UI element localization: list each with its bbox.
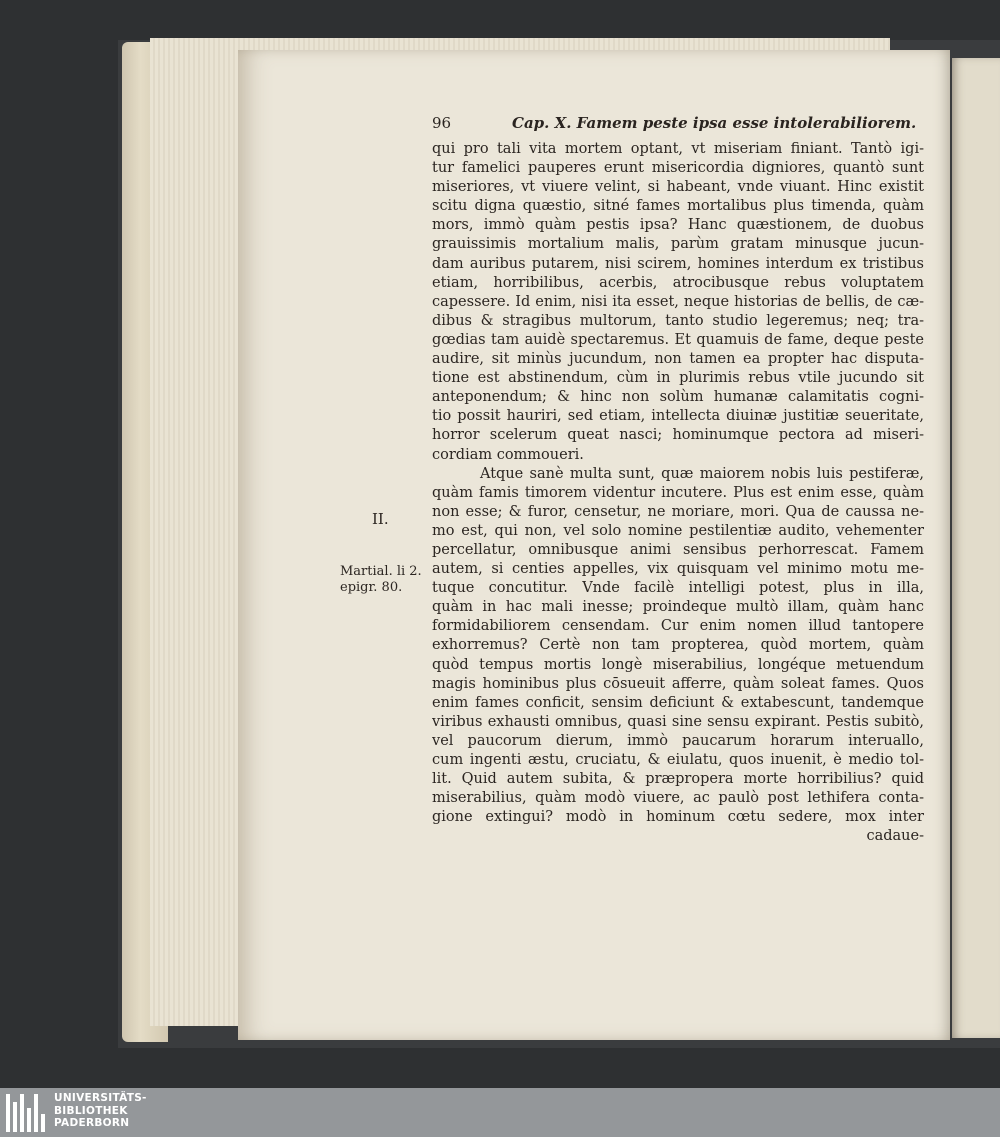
text-line: anteponendum; & hinc non solùm humanæ calamitatis cogni-: [432, 389, 924, 406]
text-line: horror scelerum queat nasci; hominumque pectora ad miseri-: [432, 427, 924, 444]
text-line: tio possit hauriri, sed etiam, intellecta diuinæ justitiæ seueritate,: [432, 408, 924, 425]
text-line: grauissimis mortalium malis, parùm gratam minusque jucun-: [432, 236, 924, 253]
text-line: dam auribus putarem, nisi scirem, homines interdum ex tristibus: [432, 255, 924, 272]
text-line: autem, si centies appelles, vix quisquam vel minimo motu me-: [432, 561, 924, 578]
logo-line: UNIVERSITÄTS-: [54, 1092, 147, 1104]
margin-note-line: Martial. li 2.: [340, 564, 422, 579]
text-line: scitu digna quæstio, sitné fames mortalibus plus timenda, quàm: [432, 198, 924, 215]
text-line: percellatur, omnibusque animi sensibus perhorrescat. Famem: [432, 541, 924, 558]
text-line: exhorremus? Certè non tam propterea, quòd mortem, quàm: [432, 637, 924, 654]
text-line: dibus & stragibus multorum, tanto studio legeremus; neq; tra-: [432, 312, 924, 329]
text-line: tuque concutitur. Vnde facilè intelligi potest, plus in illa,: [432, 580, 924, 597]
text-line: mors, immò quàm pestis ipsa? Hanc quæstionem, de duobus: [432, 217, 924, 234]
margin-note-line: epigr. 80.: [340, 580, 403, 595]
body-text: [432, 140, 924, 846]
library-footer: [0, 1088, 1000, 1137]
text-line: mo est, qui non, vel solo nomine pestilentiæ audito, vehementer: [432, 522, 924, 539]
text-line: capessere. Id enim, nisi ita esset, neque historias de bellis, de cæ-: [432, 293, 924, 310]
section-number: II.: [372, 510, 389, 528]
text-line: miserabilius, quàm modò viuere, ac paulò post lethifera conta-: [432, 790, 924, 807]
text-line: etiam, horribilibus, acerbis, atrocibusque rebus voluptatem: [432, 274, 924, 291]
text-line: vel paucorum dierum, immò paucarum horarum interuallo,: [432, 732, 924, 749]
text-line: viribus exhausti omnibus, quasi sine sensu expirant. Pestis subitò,: [432, 713, 924, 730]
text-line: quàm famis timorem videntur incutere. Plus est enim esse, quàm: [432, 484, 924, 501]
text-line: tione est abstinendum, cùm in plurimis rebus vtile jucundo sit: [432, 370, 924, 387]
text-line: miseriores, vt viuere velint, si habeant, vnde viuant. Hinc existit: [432, 179, 924, 196]
facing-page-edge: [952, 58, 1000, 1038]
text-line: cum ingenti æstu, cruciatu, & eiulatu, quos inuenit, è medio tol-: [432, 752, 924, 768]
text-line: enim fames conficit, sensim deficiunt & extabescunt, tandemque: [432, 694, 924, 711]
text-line: quàm in hac mali inesse; proindeque multò illam, quàm hanc: [432, 599, 924, 616]
text-line: gœdias tam auidè spectaremus. Et quamuis de fame, deque peste: [432, 331, 924, 348]
logo-line: BIBLIOTHEK: [54, 1104, 128, 1117]
text-line: lit. Quid autem subita, & præpropera morte horribilius? quid: [432, 771, 924, 788]
text-line: gione extingui? modò in hominum cœtu sedere, mox inter: [432, 809, 924, 826]
text-line: non esse; & furor, censetur, ne moriare, mori. Qua de caussa ne-: [432, 503, 924, 520]
text-line: quòd tempus mortis longè miserabilius, longéque metuendum: [432, 656, 924, 673]
text-line: qui pro tali vita mortem optant, vt miseriam finiant. Tantò igi-: [432, 141, 924, 157]
catchword: cadaue-: [866, 828, 924, 845]
text-line: tur famelici pauperes erunt misericordia digniores, quantò sunt: [432, 160, 924, 177]
text-line: audire, sit minùs jucundum, non tamen ea propter hac disputa-: [432, 351, 924, 368]
running-title: Cap. X. Famem peste ipsa esse intolerabiliorem.: [512, 114, 917, 132]
text-line: magis hominibus plus cōsueuit afferre, quàm soleat fames. Quos: [432, 675, 924, 692]
text-line: formidabiliorem censendam. Cur enim nomen illud tantopere: [432, 618, 924, 635]
library-logo-icon: [6, 1094, 46, 1132]
library-logo-text: [54, 1092, 147, 1130]
text-line: Atque sanè multa sunt, quæ maiorem nobis luis pestiferæ,: [480, 465, 924, 482]
logo-line: PADERBORN: [54, 1117, 130, 1129]
text-line: cordiam commoueri.: [432, 446, 584, 463]
page-number: 96: [432, 114, 452, 132]
